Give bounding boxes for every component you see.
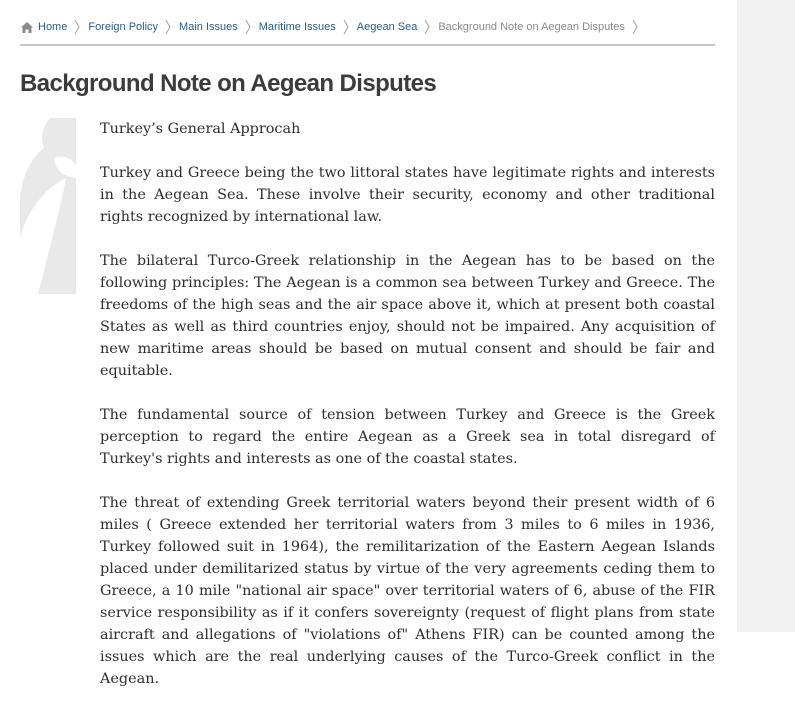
article-paragraph-2: The bilateral Turco-Greek relationship in the Aegean has to be based on the following principles: The Aegean is a common sea between Turkey and Greece. The freedoms of the high seas and the air space above it, which at present both coastal States as well as third countries enjoy, should not be impaired. Any acquisition of new maritime areas should be based on mutual consent and should be fair and equitable. bbox=[100, 253, 715, 379]
article-subtitle: Turkey’s General Approcah bbox=[100, 121, 301, 137]
breadcrumb-maritime-issues[interactable] bbox=[259, 21, 336, 33]
chevron-right-icon bbox=[245, 19, 251, 35]
breadcrumb-current-label: Background Note on Aegean Disputes bbox=[438, 21, 625, 33]
chevron-right-icon bbox=[165, 19, 171, 35]
breadcrumb-link-maritime-issues[interactable]: Maritime Issues bbox=[258, 21, 336, 33]
breadcrumb-link-main-issues[interactable]: Main Issues bbox=[179, 21, 238, 33]
breadcrumb-link-foreign-policy[interactable]: Foreign Policy bbox=[88, 21, 159, 33]
breadcrumb-main-issues[interactable] bbox=[179, 21, 238, 33]
breadcrumb-aegean-sea[interactable] bbox=[357, 21, 418, 33]
home-icon bbox=[20, 21, 34, 34]
page-title: Background Note on Aegean Disputes bbox=[20, 70, 437, 97]
breadcrumb-current bbox=[438, 21, 625, 33]
breadcrumb bbox=[20, 16, 715, 46]
chevron-right-icon bbox=[424, 19, 430, 35]
chevron-right-icon bbox=[343, 19, 349, 35]
article-paragraph-4: The threat of extending Greek territorial waters beyond their present width of 6 miles ( Greece extended her territorial waters from 3 miles to 6 miles in 1936, Turkey followed suit in 1964), the remilitarization of the Eastern Aegean Islands placed under demilitarized status by virtue of the very agreements ceding them to Greece, a 10 mile "national air space" over territorial waters of 6, abuse of the FIR service responsibility as if it confers sovereignty (request of flight plans from state aircraft and allegations of "violations of" Athens FIR) can be counted among the issues which are the real underlying causes of the Turco-Greek conflict in the Aegean. bbox=[100, 495, 715, 687]
breadcrumb-link-home[interactable]: Home bbox=[38, 21, 68, 33]
ministry-logo-watermark-icon bbox=[20, 118, 76, 294]
breadcrumb-foreign-policy[interactable] bbox=[88, 21, 158, 33]
chevron-right-icon bbox=[74, 19, 80, 35]
breadcrumb-link-aegean-sea[interactable]: Aegean Sea bbox=[356, 21, 418, 33]
breadcrumb-home[interactable] bbox=[20, 21, 67, 34]
article-body bbox=[100, 118, 715, 712]
article-paragraph-3: The fundamental source of tension between Turkey and Greece is the Greek perception to regard the entire Aegean as a Greek sea in total disregard of Turkey's rights and interests as one of the coastal states. bbox=[100, 407, 715, 467]
article-paragraph-1: Turkey and Greece being the two littoral states have legitimate rights and interests in the Aegean Sea. These involve their security, economy and other traditional rights recognized by international law. bbox=[100, 165, 715, 225]
chevron-right-icon bbox=[632, 19, 638, 35]
right-sidebar-strip bbox=[737, 0, 795, 632]
